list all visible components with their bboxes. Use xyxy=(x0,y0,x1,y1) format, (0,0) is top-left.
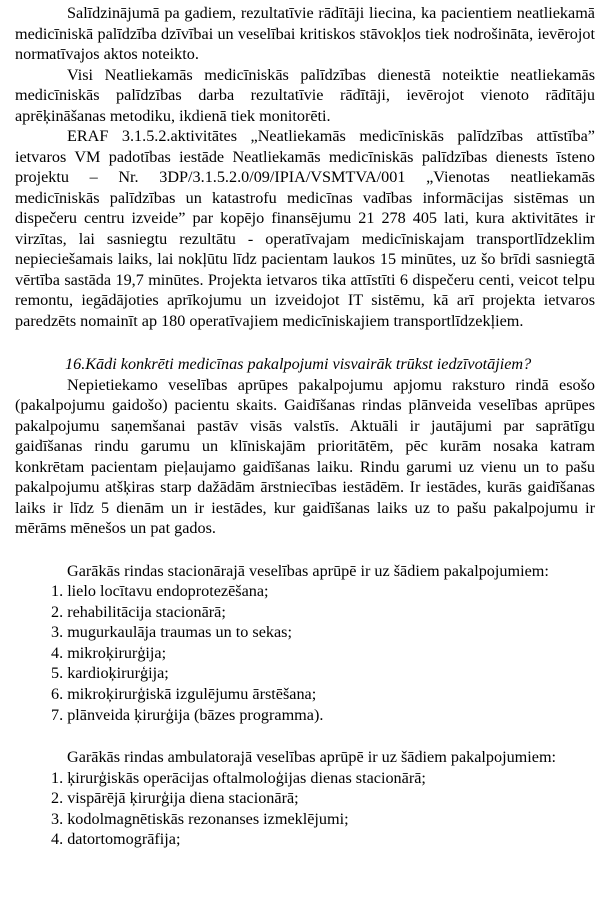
list-item: 4. mikroķirurģija; xyxy=(51,643,167,662)
section-spacer xyxy=(15,539,595,559)
section-spacer xyxy=(15,725,595,745)
list-item: 4. datortomogrāfija; xyxy=(51,830,181,849)
question-heading: 16.Kādi konkrēti medicīnas pakalpojumi visvairāk trūkst iedzīvotājiem? xyxy=(65,355,532,373)
inpatient-services-list xyxy=(15,581,595,725)
paragraph-waiting-lists: Nepietiekamo veselības aprūpes pakalpojumu apjomu raksturo rindā esošo (pakalpojumu gaidošo) pacientu skaits. Gaidīšanas rindas plānveida veselības aprūpes pakalpojumu saņemšanai pastāv visās valstīs. Aktuāli ir jautājumi par saprātīgu gaidīšanas rindu garumu un klīniskajām prioritātēm, pēc kurām nosaka katram konkrētam pacientam pieļaujamo gaidīšanas laiku. Rindu garumi uz vienu un to pašu pakalpojumu atšķiras starp dažādām ārstniecības iestādēm. Ir iestādes, kurās gaidīšanas laiks ir līdz 5 dienām un ir iestādes, kur gaidīšanas laiks uz to pašu pakalpojumu ir mērāms mēnešos un pat gados. xyxy=(15,375,595,537)
list-item: 1. lielo locītavu endoprotezēšana; xyxy=(51,582,269,600)
paragraph-results-comparison: Salīdzinājumā pa gadiem, rezultatīvie rādītāji liecina, ka pacientiem neatliekamā medicīniskā palīdzība dzīvībai un veselībai kritiskos stāvokļos tiek nodrošināta, ievērojot normatīvajos aktos noteikto. xyxy=(15,4,595,63)
list-item: 3. mugurkaulāja traumas un to sekas; xyxy=(51,623,292,642)
inpatient-intro: Garākās rindas stacionārajā veselības aprūpē ir uz šādiem pakalpojumiem: xyxy=(67,561,549,580)
list-item: 7. plānveida ķirurģija (bāzes programma). xyxy=(51,705,324,724)
list-item: 5. kardioķirurģija; xyxy=(51,664,169,683)
list-item: 2. vispārējā ķirurģija diena stacionārā; xyxy=(51,789,299,808)
list-item: 3. kodolmagnētiskās rezonanses izmeklējumi; xyxy=(51,809,349,828)
paragraph-monitoring: Visi Neatliekamās medicīniskās palīdzības dienestā noteiktie neatliekamās medicīniskās palīdzības darba rezultatīvie rādītāji, ievērojot vienoto rādītāju aprēķināšanas metodiku, ikdienā tiek monitorēti. xyxy=(15,65,595,125)
outpatient-intro: Garākās rindas ambulatorajā veselības aprūpē ir uz šādiem pakalpojumiem: xyxy=(67,748,557,767)
list-item: 6. mikroķirurģiskā izgulējumu ārstēšana; xyxy=(51,684,317,703)
outpatient-services-list xyxy=(15,768,595,850)
list-item: 1. ķirurģiskās operācijas oftalmoloģijas dienas stacionārā; xyxy=(51,768,426,787)
paragraph-erdf-project: ERAF 3.1.5.2.aktivitātes „Neatliekamās medicīniskās palīdzības attīstība” ietvaros VM padotības iestāde Neatliekamās medicīniskās palīdzības dienests īsteno projektu – Nr. 3DP/3.1.5.2.0/09/IPIA/VSMTVA/001 „Vienotas neatliekamās medicīniskās palīdzības un katastrofu medicīnas vadības informācijas sistēmas un dispečeru centru izveide” par kopējo finansējumu 21 278 405 lati, kura aktivitātes ir virzītas, lai sasniegtu rezultātu - operatīvajam medicīniskajam transportlīdzeklim nepieciešamais laiks, lai nokļūtu līdz pacientam laukos 15 minūtes, uz šo brīdi sasniegtā vērtība sastāda 19,7 minūtes. Projekta ietvaros tika attīstīti 6 dispečeru centi, veicot telpu remontu, iegādājoties aprīkojumu un izveidojot IT sistēmu, kā arī projekta ietvaros paredzēts nomainīt ap 180 operatīvajiem medicīniskajiem transportlīdzekļiem. xyxy=(15,127,595,330)
list-item: 2. rehabilitācija stacionārā; xyxy=(51,602,226,621)
document-page xyxy=(15,3,595,850)
